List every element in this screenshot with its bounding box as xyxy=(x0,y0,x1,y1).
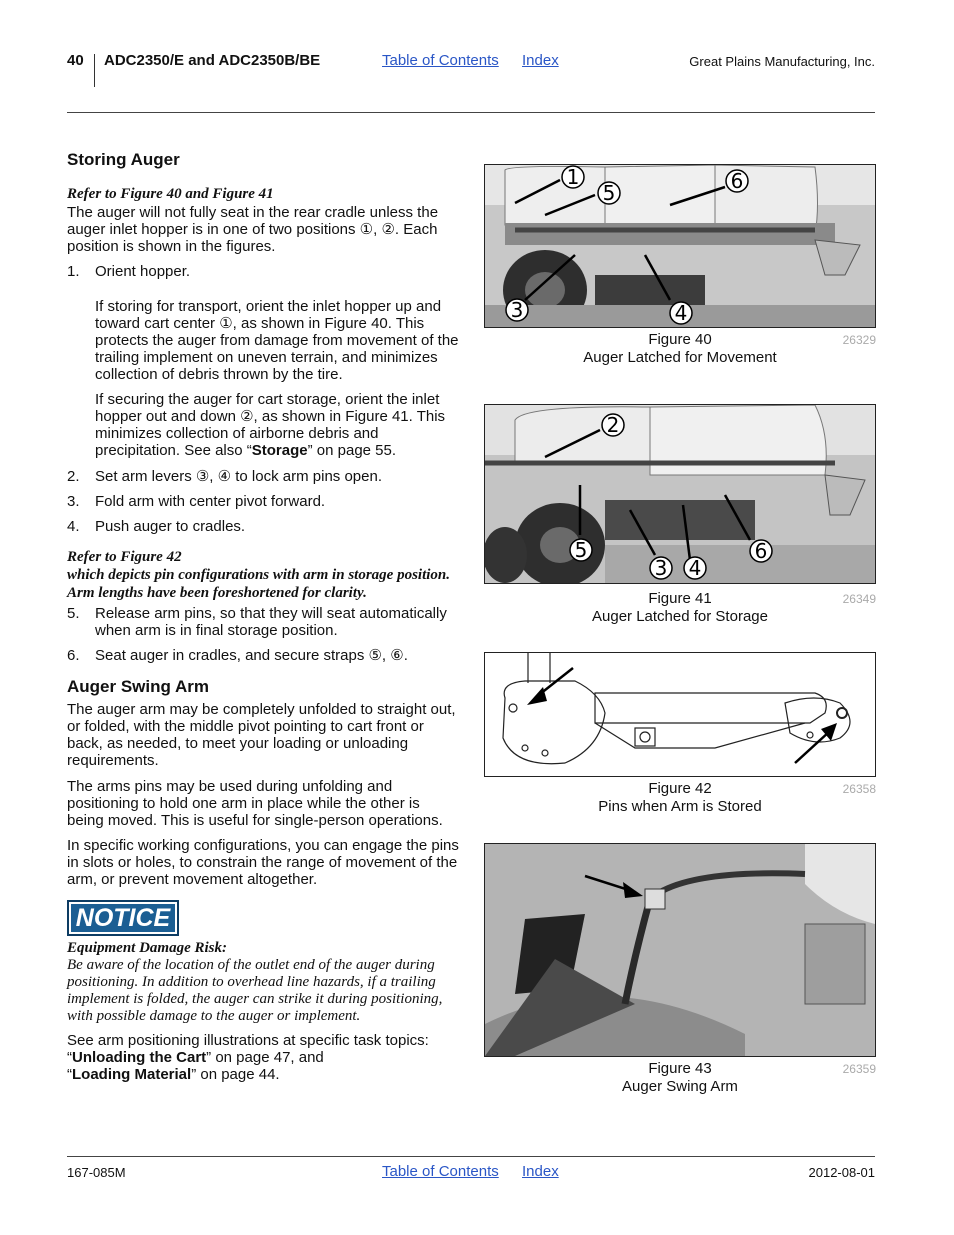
header-divider xyxy=(94,54,95,87)
figure-title: Auger Latched for Movement xyxy=(583,349,777,366)
figure-title: Auger Swing Arm xyxy=(622,1078,738,1095)
see-unloading xyxy=(67,1049,459,1066)
figure-label: Figure 43 xyxy=(648,1060,712,1077)
callout-3: 3 xyxy=(510,298,524,322)
step-2 xyxy=(67,468,459,485)
step-6 xyxy=(67,647,459,664)
callout-6: 6 xyxy=(754,539,768,563)
figure-label: Figure 42 xyxy=(648,780,712,797)
section-title-swing: Auger Swing Arm xyxy=(67,677,209,696)
step-4 xyxy=(67,518,459,535)
text: ” on page 47, and xyxy=(206,1049,324,1066)
storing-intro: The auger will not fully seat in the rear cradle unless the auger inlet hopper is in one of two positions ①, ②. Each position is shown in the figures. xyxy=(67,204,439,255)
callout-5: 5 xyxy=(602,181,616,205)
figure-43-photo xyxy=(484,843,876,1057)
figure-42-drawing xyxy=(484,652,876,777)
risk-title: Equipment Damage Risk: xyxy=(67,940,228,956)
step1-transport: If storing for transport, orient the inlet hopper up and toward cart center ①, as shown in Figure 40. This protects the auger from damage from movement of the trailing implement on uneven terrain, and minimizes collection of debris thrown by the tire. xyxy=(95,298,459,383)
footer-toc-link[interactable]: Table of Contents xyxy=(382,1163,499,1180)
callout-6: 6 xyxy=(730,169,744,193)
figure-43-illustration xyxy=(485,844,875,1056)
figure-number: 26358 xyxy=(842,782,876,796)
doc-date: 2012-08-01 xyxy=(808,1165,875,1180)
doc-number: 167-085M xyxy=(67,1165,126,1180)
swing-p1: The auger arm may be completely unfolded to straight out, or folded, with the middle pivot pointing to cart front or back, as needed, to meet your loading or unloading requirements. xyxy=(67,701,456,769)
figure-41-photo xyxy=(484,404,876,584)
step-number: 5. xyxy=(67,605,80,622)
callout-1: 1 xyxy=(566,165,580,189)
figure-number: 26359 xyxy=(842,1062,876,1076)
callout-5: 5 xyxy=(574,538,588,562)
figure-41-illustration xyxy=(485,405,875,583)
step-text: Fold arm with center pivot forward. xyxy=(95,493,326,510)
text: “ xyxy=(67,1066,72,1083)
step-text: Seat auger in cradles, and secure straps ⑤, ⑥. xyxy=(95,647,408,664)
step-5 xyxy=(67,605,459,639)
unloading-ref: Unloading the Cart xyxy=(72,1049,207,1066)
risk-text: Be aware of the location of the outlet end of the auger during positioning. In addition to overhead line hazards, if a trailing implement is folded, the auger can strike it during positioning, with possible damage to the auger or implement. xyxy=(67,957,443,1024)
toc-link[interactable]: Table of Contents xyxy=(382,52,499,69)
text: ” on page 55. xyxy=(307,442,397,459)
text: ” on page 44. xyxy=(191,1066,280,1083)
index-link[interactable]: Index xyxy=(522,52,559,69)
company-name: Great Plains Manufacturing, Inc. xyxy=(689,54,875,69)
footer-rule xyxy=(67,1156,875,1157)
step-text: Release arm pins, so that they will seat automatically when arm is in final storage position. xyxy=(95,605,447,639)
section-title-storing: Storing Auger xyxy=(67,150,180,169)
figure-40-caption xyxy=(484,331,876,367)
figure-43-caption xyxy=(484,1060,876,1096)
ref-line: Refer to Figure 42 xyxy=(67,549,182,565)
loading-ref: Loading Material xyxy=(72,1066,192,1083)
step-number: 3. xyxy=(67,493,80,510)
callout-4: 4 xyxy=(688,556,702,580)
swing-p3: In specific working configurations, you can engage the pins in slots or holes, to constrain the range of movement of the arm, or prevent movement altogether. xyxy=(67,837,459,888)
figure-number: 26349 xyxy=(842,592,876,606)
figure-42-illustration xyxy=(485,653,875,776)
figure-41-caption xyxy=(484,590,876,626)
storage-ref: Storage xyxy=(251,442,308,459)
step-text: Push auger to cradles. xyxy=(95,518,246,535)
see-loading xyxy=(67,1066,459,1083)
step-number: 4. xyxy=(67,518,80,535)
step1-storage xyxy=(95,391,459,459)
figure-label: Figure 41 xyxy=(648,590,712,607)
page-number: 40 xyxy=(67,52,84,69)
text: If securing the auger for cart storage, orient the inlet hopper out and down ②, as shown in Figure 41. This minimizes collection of airborne debris and precipitation. See also “ xyxy=(95,391,446,459)
figure-title: Pins when Arm is Stored xyxy=(598,798,762,815)
step-number: 6. xyxy=(67,647,80,664)
step-text: Set arm levers ③, ④ to lock arm pins open. xyxy=(95,468,382,485)
reference-fig42 xyxy=(67,548,467,602)
model-title: ADC2350/E and ADC2350B/BE xyxy=(104,52,321,69)
figure-label: Figure 40 xyxy=(648,331,712,348)
footer-index-link[interactable]: Index xyxy=(522,1163,559,1180)
swing-p2: The arms pins may be used during unfolding and positioning to hold one arm in place while the other is being moved. This is useful for single-person operations. xyxy=(67,778,443,829)
figure-40-illustration xyxy=(485,165,875,327)
figure-42-caption xyxy=(484,780,876,816)
step-1 xyxy=(67,263,459,280)
figure-title: Auger Latched for Storage xyxy=(592,608,768,625)
callout-2: 2 xyxy=(606,413,620,437)
figure-number: 26329 xyxy=(842,333,876,347)
ref-line: Arm lengths have been foreshortened for clarity. xyxy=(67,585,367,601)
notice-badge: NOTICE xyxy=(67,900,179,936)
header-rule xyxy=(67,112,875,113)
callout-3: 3 xyxy=(654,556,668,580)
step-text: Orient hopper. xyxy=(95,263,191,280)
step-number: 2. xyxy=(67,468,80,485)
step-number: 1. xyxy=(67,263,80,280)
see-also-text: See arm positioning illustrations at specific task topics: xyxy=(67,1032,429,1049)
callout-4: 4 xyxy=(674,301,688,325)
figure-40-photo xyxy=(484,164,876,328)
step-3 xyxy=(67,493,459,510)
ref-line: which depicts pin configurations with arm in storage position. xyxy=(67,567,450,583)
reference-fig40-41: Refer to Figure 40 and Figure 41 xyxy=(67,186,274,202)
text: “ xyxy=(67,1049,72,1066)
